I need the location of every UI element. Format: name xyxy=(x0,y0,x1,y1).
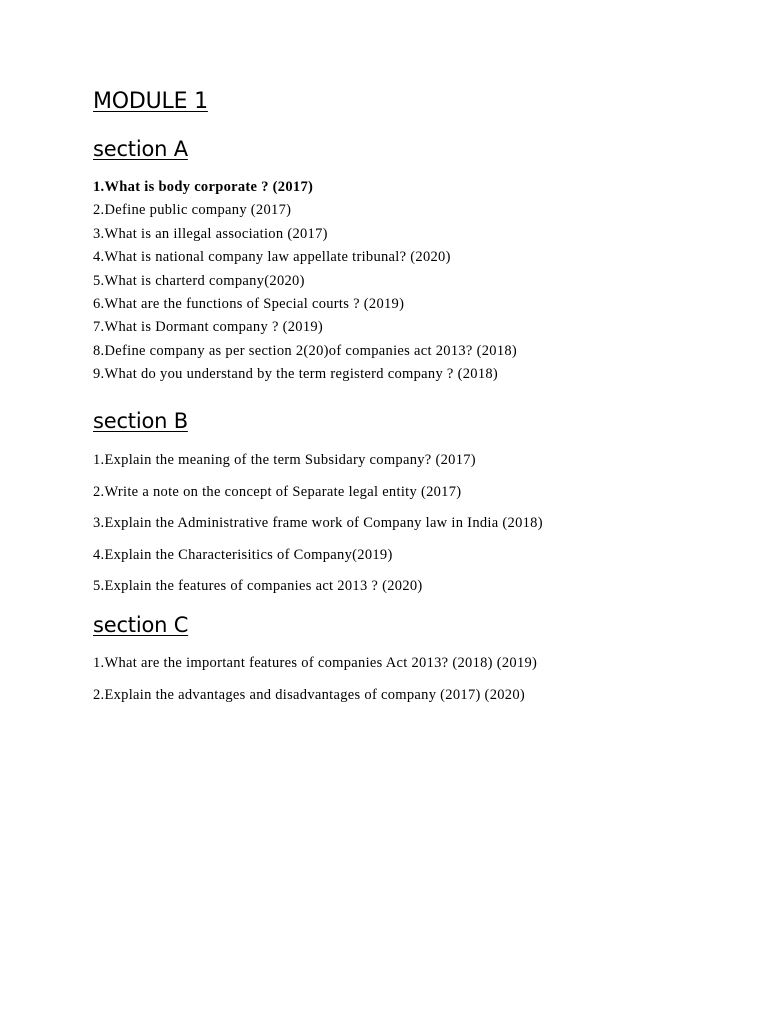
question-item: 7.What is Dormant company ? (2019) xyxy=(93,319,324,336)
section-a-heading: section A xyxy=(93,137,188,161)
question-item: 3.Explain the Administrative frame work of Company law in India (2018) xyxy=(93,515,543,531)
question-item: 2.Define public company (2017) xyxy=(93,202,292,219)
question-item: 5.What is charterd company(2020) xyxy=(93,272,305,289)
question-item: 5.Explain the features of companies act 2013 ? (2020) xyxy=(93,578,423,594)
question-item: 3.What is an illegal association (2017) xyxy=(93,225,328,242)
question-item: 8.Define company as per section 2(20)of companies act 2013? (2018) xyxy=(93,342,518,359)
module-title: MODULE 1 xyxy=(93,89,208,114)
question-item: 4.Explain the Characterisitics of Company(2019) xyxy=(93,546,393,563)
question-item: 2.Write a note on the concept of Separate legal entity (2017) xyxy=(93,483,462,500)
question-item: 1.What are the important features of companies Act 2013? (2018) (2019) xyxy=(93,655,538,671)
section-a-questions xyxy=(93,176,517,387)
question-item: 6.What are the functions of Special courts ? (2019) xyxy=(93,295,405,312)
section-b-questions xyxy=(93,449,543,607)
section-c-heading: section C xyxy=(93,613,189,637)
question-item: 4.What is national company law appellate tribunal? (2020) xyxy=(93,249,451,266)
question-item: 1.Explain the meaning of the term Subsidary company? (2017) xyxy=(93,452,476,468)
section-b-heading: section B xyxy=(93,409,188,433)
section-c-questions xyxy=(93,652,537,715)
question-item: 2.Explain the advantages and disadvantages of company (2017) (2020) xyxy=(93,686,526,703)
question-item: 9.What do you understand by the term registerd company ? (2018) xyxy=(93,366,499,383)
question-item: 1.What is body corporate ? (2017) xyxy=(93,179,314,195)
